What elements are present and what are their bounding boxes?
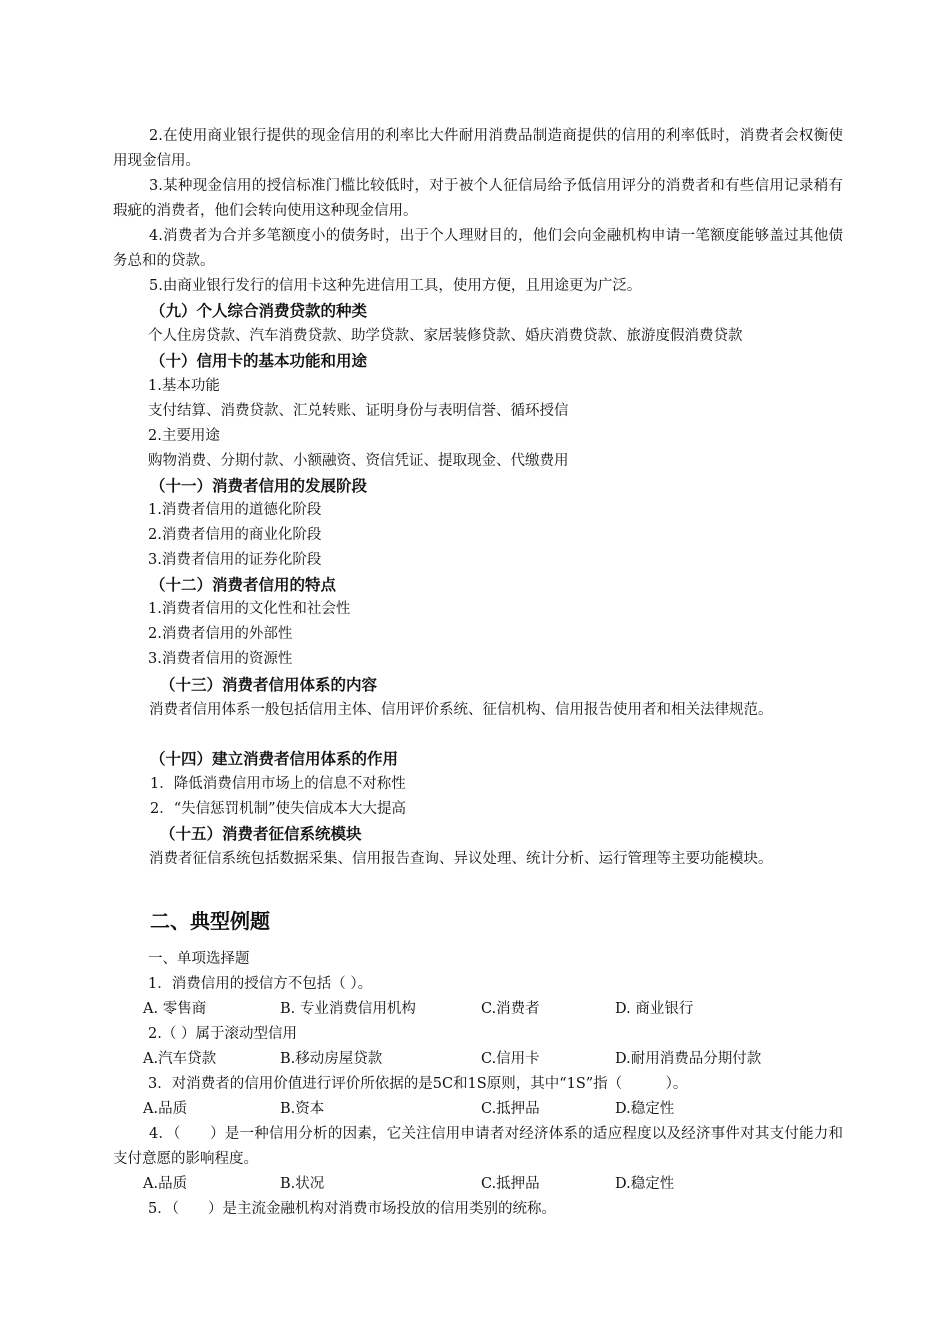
- section-11-line: 1.消费者信用的道德化阶段: [148, 502, 322, 518]
- question-4: 4．（ ）是一种信用分析的因素，它关注信用申请者对经济体系的适应程度以及经济事件对其支付能力和支付意愿的影响程度。: [113, 1126, 843, 1167]
- option-b: B. 专业消费信用机构: [280, 1001, 416, 1017]
- section-12-line: 3.消费者信用的资源性: [148, 651, 293, 667]
- option-a: A.品质: [143, 1101, 188, 1117]
- paragraph-item-4: 4.消费者为合并多笔额度小的债务时，出于个人理财目的，他们会向金融机构申请一笔额度能够盖过其他债务总和的贷款。: [113, 228, 843, 269]
- section-heading-12: （十二）消费者信用的特点: [150, 576, 337, 594]
- option-c: C.抵押品: [481, 1101, 540, 1117]
- section-heading-11: （十一）消费者信用的发展阶段: [150, 477, 368, 495]
- section-14-line: 2．“失信惩罚机制”使失信成本大大提高: [150, 801, 407, 817]
- section-heading-10: （十）信用卡的基本功能和用途: [150, 352, 368, 370]
- section-10-line: 2.主要用途: [148, 428, 220, 444]
- paragraph-item-2: 2.在使用商业银行提供的现金信用的利率比大件耐用消费品制造商提供的信用的利率低时，消费者会权衡使用现金信用。: [113, 128, 843, 169]
- paragraph-item-5: 5.由商业银行发行的信用卡这种先进信用工具，使用方便，且用途更为广泛。: [149, 278, 642, 294]
- question-2: 2.（ ）属于滚动型信用: [148, 1026, 297, 1042]
- question-type-heading: 一、单项选择题: [148, 951, 250, 967]
- section-10-line: 支付结算、消费贷款、汇兑转账、证明身份与表明信誉、循环授信: [148, 403, 569, 419]
- question-3: 3．对消费者的信用价值进行评价所依据的是5C和1S原则，其中“1S”指（ ）。: [148, 1076, 688, 1092]
- question-1: 1．消费信用的授信方不包括（ ）。: [148, 976, 373, 992]
- section-13-text: 消费者信用体系一般包括信用主体、信用评价系统、征信机构、信用报告使用者和相关法律规范。: [149, 702, 773, 718]
- option-d: D.稳定性: [615, 1101, 675, 1117]
- option-c: C.抵押品: [481, 1176, 540, 1192]
- option-d: D. 商业银行: [615, 1001, 694, 1017]
- section-12-line: 1.消费者信用的文化性和社会性: [148, 601, 351, 617]
- section-heading-9: （九）个人综合消费贷款的种类: [150, 302, 368, 320]
- paragraph-item-3: 3.某种现金信用的授信标准门槛比较低时，对于被个人征信局给予低信用评分的消费者和有些信用记录稍有瑕疵的消费者，他们会转向使用这种现金信用。: [113, 178, 843, 219]
- section-10-line: 购物消费、分期付款、小额融资、资信凭证、提取现金、代缴费用: [148, 453, 569, 469]
- section-14-line: 1．降低消费信用市场上的信息不对称性: [150, 776, 406, 792]
- option-b: B.资本: [280, 1101, 325, 1117]
- section-heading-15: （十五）消费者征信系统模块: [160, 825, 362, 843]
- section-11-line: 2.消费者信用的商业化阶段: [148, 527, 322, 543]
- section-9-text: 个人住房贷款、汽车消费贷款、助学贷款、家居装修贷款、婚庆消费贷款、旅游度假消费贷款: [148, 328, 743, 344]
- section-15-text: 消费者征信系统包括数据采集、信用报告查询、异议处理、统计分析、运行管理等主要功能模块。: [149, 851, 773, 867]
- section-heading-13: （十三）消费者信用体系的内容: [160, 676, 378, 694]
- question-5: 5．（ ）是主流金融机构对消费市场投放的信用类别的统称。: [148, 1201, 556, 1217]
- option-a: A. 零售商: [143, 1001, 207, 1017]
- option-c: C.信用卡: [481, 1051, 540, 1067]
- section-11-line: 3.消费者信用的证券化阶段: [148, 552, 322, 568]
- section-heading-14: （十四）建立消费者信用体系的作用: [150, 750, 399, 768]
- option-d: D.耐用消费品分期付款: [615, 1051, 762, 1067]
- option-a: A.汽车贷款: [143, 1051, 217, 1067]
- option-a: A.品质: [143, 1176, 188, 1192]
- option-c: C.消费者: [481, 1001, 540, 1017]
- option-b: B.移动房屋贷款: [280, 1051, 383, 1067]
- option-d: D.稳定性: [615, 1176, 675, 1192]
- section-10-line: 1.基本功能: [148, 378, 220, 394]
- section-12-line: 2.消费者信用的外部性: [148, 626, 293, 642]
- option-b: B.状况: [280, 1176, 325, 1192]
- part-2-heading: 二、典型例题: [150, 909, 270, 933]
